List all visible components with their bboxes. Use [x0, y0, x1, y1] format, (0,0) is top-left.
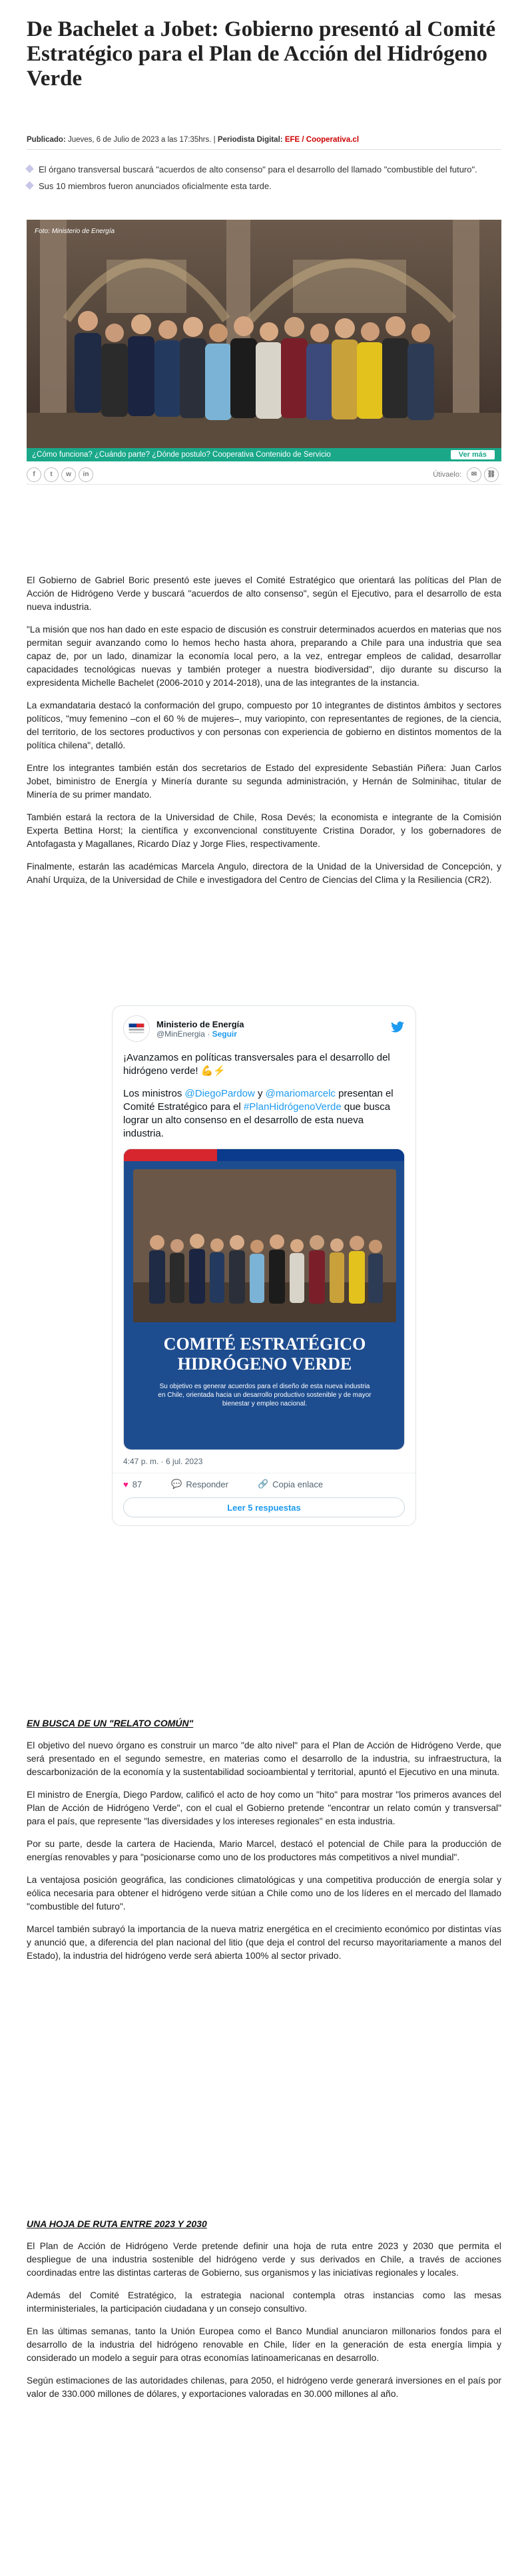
- paragraph: La exmandataria destacó la conformación del grupo, compuesto por 10 integrantes de distintos ámbitos y sectores políticos, "muy femenino –con el 60 % de mujeres–, muy variopinto, con representantes de regiones, de la ciencia, del territorio, de los sectores productivos y con personas con experiencia de gobierno en distintos momentos de la política chilena", detalló.: [27, 700, 501, 750]
- paragraph: En las últimas semanas, tanto la Unión Europea como el Banco Mundial anunciaron millonarios fondos para el desarrollo de la industria del hidrógeno renovable en Chile, líder en la generación de esta energía limpia y considerado un modelo a seguir para otras economías latinoamericanas en desarrollo.: [27, 2326, 501, 2363]
- poster-title-line: COMITÉ ESTRATÉGICO: [163, 1334, 366, 1354]
- paragraph: Según estimaciones de las autoridades chilenas, para 2050, el hidrógeno verde generará inversiones en el país por valor de 330.000 millones de dólares, y exportaciones valoradas en 30.000 millones al año.: [27, 2376, 501, 2399]
- mention-link[interactable]: @mariomarcelc: [265, 1088, 336, 1099]
- diamond-bullet-icon: [25, 181, 34, 190]
- article-header: [27, 17, 501, 91]
- service-banner-text: ¿Cómo funciona? ¿Cuándo parte? ¿Dónde postulo? Cooperativa Contenido de Servicio: [32, 451, 331, 459]
- meta-separator: |: [211, 136, 218, 144]
- section-hoja-de-ruta: [27, 2217, 501, 2410]
- paragraph: Por su parte, desde la cartera de Hacienda, Mario Marcel, destacó el potencial de Chile para la producción de energías renovables y para "posicionarse como uno de los productores más competitivos a nivel mundial".: [27, 1839, 501, 1862]
- service-banner[interactable]: [27, 448, 501, 461]
- tweet-image[interactable]: [123, 1149, 405, 1450]
- poster-title-line: HIDRÓGENO VERDE: [177, 1354, 352, 1374]
- tweet-actions: [113, 1473, 415, 1495]
- link-icon[interactable]: ⛓: [484, 467, 499, 482]
- summary-item: [27, 164, 501, 175]
- meta-author-link[interactable]: EFE / Cooperativa.cl: [284, 136, 360, 144]
- paragraph: Además del Comité Estratégico, la estrategia nacional contempla otras instancias como las mesas interministeriales, la participación ciudadana y un consejo consultivo.: [27, 2290, 501, 2314]
- tweet-author: [156, 1019, 244, 1039]
- reply-button[interactable]: [171, 1479, 243, 1489]
- paragraph: El Gobierno de Gabriel Boric presentó este jueves el Comité Estratégico que orientará las políticas del Plan de Acción de Hidrógeno Verde y buscará "acuerdos de alto consenso", según el Ejecutivo, para el desarrollo de esta nueva industria.: [27, 575, 501, 612]
- article-title: De Bachelet a Jobet: Gobierno presentó al Comité Estratégico para el Plan de Acción del Hidrógeno Verde: [27, 17, 496, 91]
- summary-text: El órgano transversal buscará "acuerdos de alto consenso" para el desarrollo del llamado "combustible del futuro".: [39, 164, 477, 174]
- section-heading: EN BUSCA DE UN "RELATO COMÚN": [27, 1718, 194, 1728]
- poster-subtitle: Su objetivo es generar acuerdos para el diseño de esta nueva industria en Chile, orientada hacia un desarrollo productivo sostenible y de mayor bienestar y empleo nacional.: [158, 1383, 372, 1408]
- summary-item: [27, 180, 501, 192]
- paragraph: El Plan de Acción de Hidrógeno Verde pretende definir una hoja de ruta entre 2023 y 2030 que permita el despliegue de una industria sostenible del hidrógeno verde y sus derivados en Chile, a través de acciones coordinadas entre las distintas carteras de Gobierno, sus organismos y las iniciativas regionales y locales.: [27, 2241, 501, 2278]
- article-summary: [27, 164, 501, 197]
- whatsapp-icon[interactable]: w: [61, 467, 76, 482]
- tweet-handle-line: @MinEnergia · Seguir: [156, 1029, 237, 1039]
- copy-link-button[interactable]: [258, 1479, 338, 1489]
- see-more-button[interactable]: Ver más: [451, 450, 495, 459]
- tweet-text-fragment: Los ministros: [123, 1088, 185, 1099]
- diamond-bullet-icon: [25, 164, 34, 173]
- tweet-handle[interactable]: @MinEnergia: [156, 1029, 205, 1039]
- twitter-bird-icon[interactable]: [390, 1021, 405, 1037]
- embedded-tweet[interactable]: [112, 1005, 416, 1526]
- summary-text: Sus 10 miembros fueron anunciados oficialmente esta tarde.: [39, 181, 272, 191]
- hashtag-link[interactable]: #PlanHidrógenoVerde: [243, 1101, 342, 1113]
- heart-icon: ♥: [123, 1479, 129, 1489]
- article-meta: [27, 136, 501, 150]
- read-replies-button[interactable]: Leer 5 respuestas: [123, 1497, 405, 1517]
- facebook-icon[interactable]: f: [27, 467, 41, 482]
- tweet-text-1: ¡Avanzamos en políticas transversales para el desarrollo del hidrógeno verde! 💪⚡: [123, 1052, 390, 1077]
- tweet-text-fragment: presentan el Comité Estratégico para el: [123, 1088, 394, 1113]
- tweet-header: [113, 1006, 415, 1042]
- like-button[interactable]: [123, 1479, 156, 1489]
- tweet-date[interactable]: 4:47 p. m. · 6 jul. 2023: [113, 1450, 415, 1473]
- tweet-author-name[interactable]: Ministerio de Energía: [156, 1019, 244, 1029]
- mention-link[interactable]: @DiegoPardow: [184, 1088, 255, 1099]
- main-photo: [27, 220, 501, 448]
- email-icon[interactable]: ✉: [467, 467, 481, 482]
- paragraph: Marcel también subrayó la importancia de la nueva matriz energética en el crecimiento económico por distintas vías y anunció que, a diferencia del plan nacional del litio (que deja el control del recurso mayoritariamente a manos del Estado), la industria del hidrógeno verde será abierta 100% al sector privado.: [27, 1924, 501, 1961]
- paragraph: También estará la rectora de la Universidad de Chile, Rosa Devés; la economista e integrante de la Comisión Experta Bettina Horst; la científica y exconvencional constituyente Cristina Dorador, y los gobernadores de Antofagasta y Magallanes, Ricardo Díaz y Jorge Flies, respectivamente.: [27, 812, 501, 849]
- meta-author-label: Periodista Digital:: [217, 136, 283, 144]
- twitter-icon[interactable]: t: [44, 467, 59, 482]
- photo-credit: Foto: Ministerio de Energía: [35, 228, 115, 235]
- section-relato-comun: [27, 1716, 501, 1972]
- section-heading: UNA HOJA DE RUTA ENTRE 2023 Y 2030: [27, 2218, 207, 2229]
- reply-label: Responder: [186, 1479, 228, 1489]
- article-body-1: [27, 574, 501, 896]
- meta-date: Jueves, 6 de Julio de 2023 a las 17:35hrs.: [67, 136, 212, 144]
- copy-link-label: Copia enlace: [272, 1479, 324, 1489]
- tweet-text-2: [113, 1078, 415, 1141]
- tweet-text-fragment: y: [254, 1088, 266, 1099]
- linkedin-icon[interactable]: in: [79, 467, 93, 482]
- poster-title: [124, 1334, 405, 1374]
- link-icon: 🔗: [257, 1479, 269, 1489]
- reply-icon: 💬: [171, 1479, 182, 1489]
- share-bar: [27, 465, 501, 485]
- paragraph: El objetivo del nuevo órgano es construir un marco "de alto nivel" para el Plan de Acción de Hidrógeno Verde, que será presentado en el segundo semestre, en materias como el desarrollo de la industria, su infraestructura, la descarbonización de la economía y la sustentabilidad socioambiental y territorial, apuntó el Ejecutivo en una minuta.: [27, 1740, 501, 1777]
- useful-label: Útivaelo:: [433, 470, 461, 479]
- share-right: [433, 467, 501, 482]
- paragraph: El ministro de Energía, Diego Pardow, calificó el acto de hoy como un "hito" para mostrar "los primeros avances del Plan de Acción de Hidrógeno Verde", con el cual el Gobierno pretende "encontrar un relato común y transversal" para el país, que represente "las diversidades y los intereses regionales" en esta industria.: [27, 1790, 501, 1826]
- paragraph: La ventajosa posición geográfica, las condiciones climatológicas y una competitiva producción de energía solar y eólica necesaria para obtener el hidrógeno verde sitúan a Chile como uno de los líderes en el mercado del llamado "combustible del futuro".: [27, 1875, 501, 1912]
- like-count: 87: [132, 1479, 142, 1489]
- paragraph: Finalmente, estarán las académicas Marcela Angulo, directora de la Unidad de la Universidad de Concepción, y Anahí Urquiza, de la Universidad de Chile e investigadora del Centro de Ciencias del Clima y la Resiliencia (CR2).: [27, 862, 501, 885]
- paragraph: "La misión que nos han dado en este espacio de discusión es construir determinados acuerdos en materias que nos permitan seguir avanzando como lo hemos hecho hasta ahora, preparando a Chile para una industria que sea capaz de, por un lado, dinamizar la economía local pero, a la vez, entregar empleos de calidad, desarrollar capacidades tecnológicas nuevas y también proteger a nuestra biodiversidad", dijo durante su discurso la expresidenta Michelle Bachelet (2006-2010 y 2014-2018), una de las integrantes de la instancia.: [27, 625, 501, 688]
- paragraph: Entre los integrantes también están dos secretarios de Estado del expresidente Sebastián Piñera: Juan Carlos Jobet, biministro de Energía y Minería durante su segunda administración, y Hernán de Solminihac, titular de Minería de su primer mandato.: [27, 763, 501, 800]
- ministry-logo-icon: [124, 1015, 149, 1042]
- follow-button[interactable]: Seguir: [212, 1029, 237, 1039]
- tweet-avatar[interactable]: [123, 1015, 150, 1042]
- group-photo-image: [27, 220, 501, 448]
- meta-label: Publicado:: [27, 136, 66, 144]
- tweet-text-fragment: que busca lograr un alto consenso en el desarrollo de esta nueva industria.: [123, 1101, 391, 1139]
